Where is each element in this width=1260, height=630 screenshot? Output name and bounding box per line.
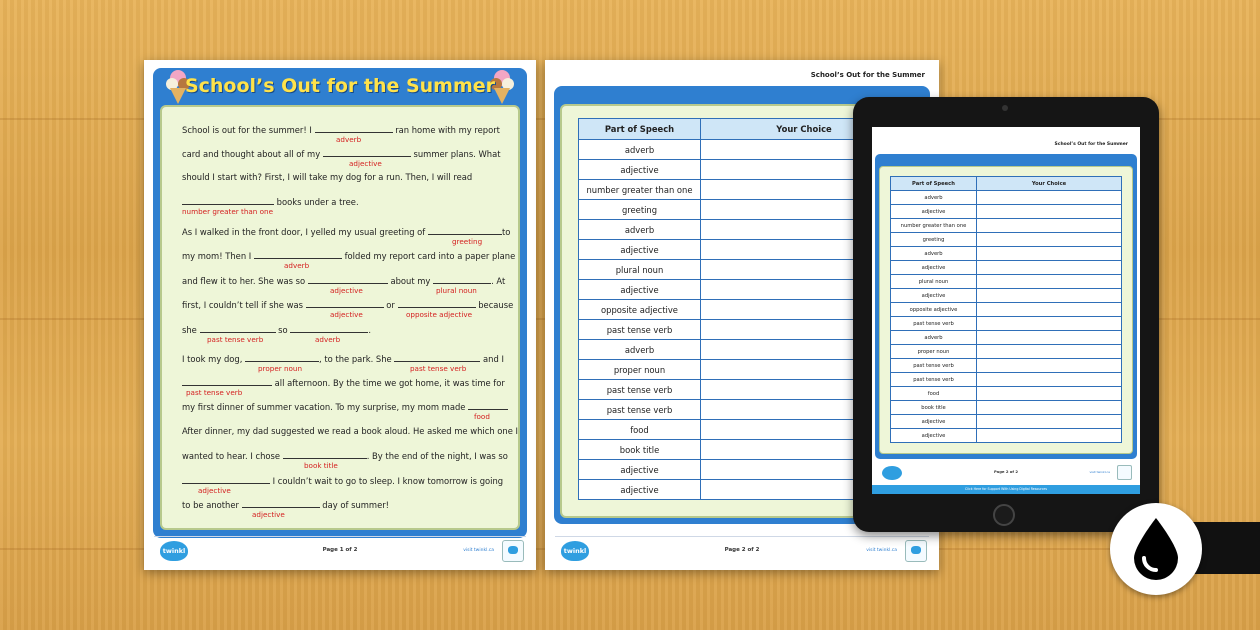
part-of-speech-cell: adverb [891,247,977,261]
home-button[interactable] [993,504,1015,526]
part-of-speech-cell: adjective [891,289,977,303]
part-of-speech-cell: adjective [891,205,977,219]
part-of-speech-cell: adverb [579,220,701,240]
answer-blank[interactable] [254,250,342,259]
part-of-speech-cell: adjective [579,460,701,480]
table-row [891,191,1122,205]
page-number: Page 2 of 2 [724,547,760,553]
badge-icon [502,540,524,562]
answer-blank[interactable] [290,324,368,333]
part-of-speech-cell: plural noun [891,275,977,289]
part-of-speech-cell: book title [891,401,977,415]
part-of-speech-cell: past tense verb [579,400,701,420]
part-of-speech-cell: adjective [891,429,977,443]
part-of-speech-cell: adverb [579,140,701,160]
answer-blank[interactable] [306,299,384,308]
answer-blank[interactable] [323,148,411,157]
answer-blank[interactable] [283,450,367,459]
twinkl-logo[interactable]: twinkl [160,541,188,561]
tablet-screen[interactable] [872,127,1140,494]
part-of-speech-cell: proper noun [891,345,977,359]
answer-blank[interactable] [398,299,476,308]
table-row [891,289,1122,303]
page-footer [555,536,929,564]
answer-blank[interactable] [315,124,393,133]
page-header: School’s Out for the Summer [810,71,925,79]
column-header: Your Choice [977,177,1122,191]
story-line: first, I couldn’t tell if she was or because [182,300,514,310]
part-of-speech-cell: past tense verb [891,359,977,373]
hint-label: adverb [284,261,310,270]
table-row [891,205,1122,219]
story-line: As I walked in the front door, I yelled my usual greeting of to [182,227,511,237]
story-line: I couldn’t wait to go to sleep. I know tomorrow is going [182,475,503,486]
table-header-row [891,177,1122,191]
ink-saver-badge[interactable] [1110,503,1202,595]
table-row [891,415,1122,429]
part-of-speech-cell: adjective [579,160,701,180]
answer-blank[interactable] [200,324,276,333]
badge-icon [905,540,927,562]
hint-label: greeting [452,237,483,246]
answer-blank[interactable] [245,353,319,362]
part-of-speech-cell: book title [579,440,701,460]
hint-label: adjective [330,310,363,319]
story-line: should I start with? First, I will take my dog for a run. Then, I will read [182,172,473,182]
tablet-device [853,97,1159,532]
part-of-speech-cell: past tense verb [579,320,701,340]
page-footer [878,463,1134,485]
hint-label: plural noun [436,286,477,295]
your-choice-cell[interactable] [977,331,1122,345]
worksheet-page-1 [144,60,536,570]
your-choice-cell[interactable] [977,415,1122,429]
answer-blank[interactable] [394,353,480,362]
visit-link[interactable]: visit twinkl.ca [463,548,494,553]
page-number: Page 2 of 2 [993,469,1019,474]
hint-label: adjective [198,486,231,495]
your-choice-cell[interactable] [977,275,1122,289]
part-of-speech-cell: opposite adjective [891,303,977,317]
hint-label: food [474,412,490,421]
table-row [891,345,1122,359]
story-line: wanted to hear. I chose . By the end of the night, I was so [182,451,508,461]
part-of-speech-cell: adverb [891,191,977,205]
part-of-speech-cell: past tense verb [891,373,977,387]
your-choice-cell[interactable] [977,205,1122,219]
your-choice-cell[interactable] [977,387,1122,401]
hint-label: opposite adjective [406,310,473,319]
answer-blank[interactable] [468,401,508,410]
table-row [891,331,1122,345]
part-of-speech-cell: food [891,387,977,401]
worksheet-frame [875,154,1137,459]
hint-label: past tense verb [186,388,243,397]
your-choice-cell[interactable] [977,401,1122,415]
table-row [891,219,1122,233]
worksheet-frame [153,68,527,538]
table-row [891,275,1122,289]
answer-blank[interactable] [182,475,270,484]
part-of-speech-cell: adjective [891,415,977,429]
part-of-speech-cell: past tense verb [891,317,977,331]
part-of-speech-cell: number greater than one [579,180,701,200]
story-line: my mom! Then I folded my report card into a paper plane [182,251,516,261]
answer-blank[interactable] [428,226,502,235]
part-of-speech-cell: adverb [579,340,701,360]
hint-label: number greater than one [182,207,273,216]
part-of-speech-cell: plural noun [579,260,701,280]
visit-link[interactable]: visit twinkl.ca [866,548,897,553]
hint-label: adjective [349,159,382,168]
part-of-speech-cell: adjective [891,261,977,275]
answer-blank[interactable] [242,499,320,508]
support-link-bar[interactable]: Click Here for Support With Using Digital Resources [872,485,1140,494]
table-row [891,387,1122,401]
your-choice-cell[interactable] [977,191,1122,205]
table-row [891,261,1122,275]
page-footer [154,536,526,564]
part-of-speech-cell: adverb [891,331,977,345]
story-line: to be another day of summer! [182,500,390,510]
hint-label: adverb [315,335,341,344]
your-choice-cell[interactable] [977,219,1122,233]
your-choice-cell[interactable] [977,289,1122,303]
your-choice-cell[interactable] [977,233,1122,247]
your-choice-cell[interactable] [977,303,1122,317]
part-of-speech-cell: greeting [579,200,701,220]
table-row [891,373,1122,387]
part-of-speech-cell: number greater than one [891,219,977,233]
your-choice-cell[interactable] [977,429,1122,443]
part-of-speech-cell: proper noun [579,360,701,380]
part-of-speech-cell: greeting [891,233,977,247]
answer-blank[interactable] [182,196,274,205]
part-of-speech-cell: past tense verb [579,380,701,400]
story-line: After dinner, my dad suggested we read a book aloud. He asked me which one I [182,426,519,436]
story-line: she so . [182,325,372,335]
your-choice-cell[interactable] [977,373,1122,387]
hint-label: book title [304,461,338,470]
table-row [891,233,1122,247]
your-choice-cell[interactable] [977,359,1122,373]
part-of-speech-cell: adjective [579,480,701,500]
your-choice-cell[interactable] [977,247,1122,261]
part-of-speech-cell: adjective [579,280,701,300]
table-row [891,317,1122,331]
table-row [891,401,1122,415]
hint-label: adjective [330,286,363,295]
story-line: and flew it to her. She was so about my . At [182,276,506,286]
your-choice-cell[interactable] [977,345,1122,359]
story-line: all afternoon. By the time we got home, it was time for [182,377,505,388]
answer-blank[interactable] [182,377,272,386]
table-row [891,247,1122,261]
table-row [891,303,1122,317]
table-row [891,359,1122,373]
worksheet-title: School’s Out for the Summer [184,75,496,97]
hint-label: past tense verb [410,364,467,373]
answer-blank[interactable] [433,275,491,284]
badge-icon [1117,465,1132,480]
hint-label: adjective [252,510,285,519]
story-line: card and thought about all of my summer plans. What [182,149,501,159]
column-header: Part of Speech [891,177,977,191]
column-header: Part of Speech [579,119,701,140]
parts-of-speech-table [890,176,1122,443]
hint-label: adverb [336,135,362,144]
camera-icon [1002,105,1008,111]
twinkl-logo[interactable]: twinkl [561,541,589,561]
page-number: Page 1 of 2 [322,547,358,553]
story-line: my first dinner of summer vacation. To my surprise, my mom made [182,401,508,412]
story-line: books under a tree. [182,196,359,207]
column-header: Your Choice [701,119,908,140]
hint-label: past tense verb [207,335,264,344]
part-of-speech-cell: adjective [579,240,701,260]
hint-label: proper noun [258,364,303,373]
story-line: School is out for the summer! I ran home with my report [182,125,500,135]
your-choice-cell[interactable] [977,317,1122,331]
table-row [891,429,1122,443]
answer-blank[interactable] [308,275,388,284]
story-line: I took my dog, , to the park. She and I [182,354,504,364]
your-choice-cell[interactable] [977,261,1122,275]
part-of-speech-cell: opposite adjective [579,300,701,320]
table-panel [879,166,1133,454]
part-of-speech-cell: food [579,420,701,440]
story-panel [160,105,520,530]
ink-drop-icon [1128,516,1184,580]
visit-link[interactable]: visit twinkl.ca [1089,470,1110,474]
page-header: School’s Out for the Summer [1054,142,1128,147]
